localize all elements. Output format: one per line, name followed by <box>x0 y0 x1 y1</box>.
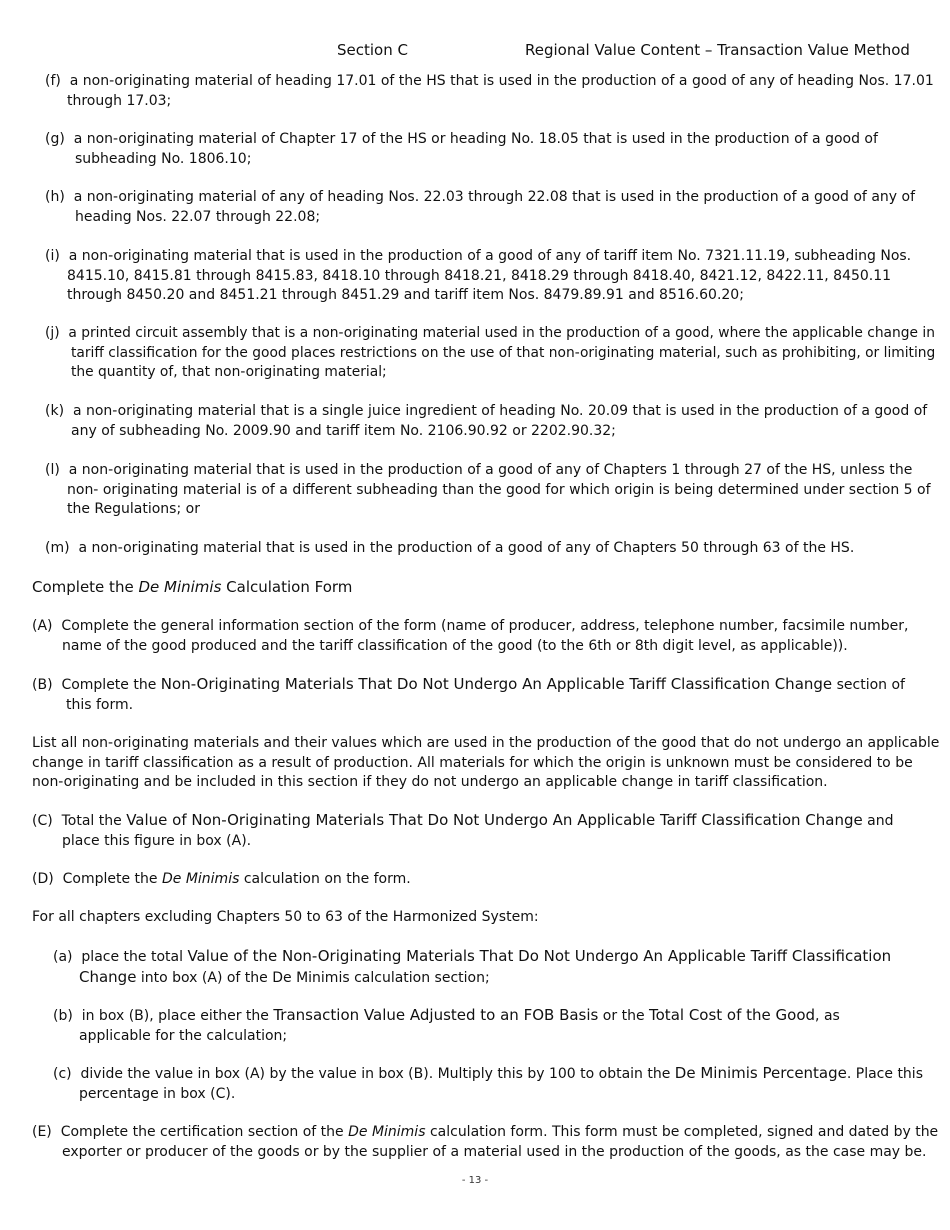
step-em: De Minimis <box>161 871 240 887</box>
step-text: this form. <box>66 696 134 713</box>
list-item-text: through 17.03; <box>67 92 172 109</box>
list-item-text: a printed circuit assembly that is a non-originating material used in the production of a good, where the applicable change in <box>68 325 935 341</box>
sub-step-label: (c) <box>53 1066 72 1082</box>
list-item-label: (l) <box>45 462 60 478</box>
step-A <box>32 617 908 656</box>
heading-pre: Complete the <box>32 578 139 596</box>
step-text: section of <box>832 677 905 693</box>
sub-step-text: place the total <box>81 949 188 965</box>
list-item-label: (j) <box>45 325 60 341</box>
list-item-label: (k) <box>45 403 65 419</box>
list-item-text: any of subheading No. 2009.90 and tariff item No. 2106.90.92 or 2202.90.32; <box>71 422 616 439</box>
sub-step-term: Change <box>79 967 137 986</box>
list-item-text: the Regulations; or <box>67 501 200 517</box>
step-text: place this figure in box (A). <box>62 832 252 849</box>
list-item-h <box>45 188 915 227</box>
sub-step-text: , as <box>815 1008 840 1024</box>
sub-step-term: Total Cost of the Good <box>649 1006 816 1024</box>
list-item-text: a non-originating material that is a single juice ingredient of heading No. 20.09 that is used in the production of a good of <box>72 403 928 419</box>
list-item-text: a non-originating material that is used in the production of a good of any of tariff item No. 7321.11.19, subheading Nos. <box>68 248 912 264</box>
sub-step-label: (a) <box>53 949 73 965</box>
step-text: name of the good produced and the tariff classification of the good (to the 6th or 8th digit level, as applicable)). <box>62 637 848 654</box>
step-em: De Minimis <box>348 1124 426 1140</box>
list-item-text: a non-originating material of Chapter 17 of the HS or heading No. 18.05 that is used in the production of a good of <box>73 131 878 147</box>
sub-step-text: applicable for the calculation; <box>79 1027 288 1044</box>
list-item-g <box>45 130 878 169</box>
list-item-label: (i) <box>45 248 60 264</box>
list-item-text: subheading No. 1806.10; <box>75 150 252 167</box>
step-text: Total the <box>61 813 127 829</box>
list-item-l <box>45 461 931 520</box>
sub-step-c <box>53 1064 923 1104</box>
sub-step-term: Value of the Non-Originating Materials That Do Not Undergo An Applicable Tariff Classification <box>187 947 892 965</box>
b-paragraph <box>32 734 939 793</box>
step-E <box>32 1123 938 1162</box>
step-text: Complete the certification section of the <box>60 1124 349 1140</box>
step-term: Value of Non-Originating Materials That Do Not Undergo An Applicable Tariff Classification Change <box>126 811 863 829</box>
intro-text: For all chapters excluding Chapters 50 to 63 of the Harmonized System: <box>32 909 539 925</box>
step-label: (D) <box>32 871 54 887</box>
header-title: Regional Value Content – Transaction Value Method <box>525 41 910 59</box>
page-number: - 13 - <box>461 1175 489 1186</box>
sub-step-text: divide the value in box (A) by the value in box (B). Multiply this by 100 to obtain the <box>80 1066 675 1082</box>
step-D <box>32 870 411 890</box>
step-text: and <box>862 813 894 829</box>
list-item-text: a non-originating material that is used in the production of a good of any of Chapters 50 through 63 of the HS. <box>78 540 855 556</box>
step-label: (E) <box>32 1124 52 1140</box>
step-text: Complete the <box>61 677 161 693</box>
step-text: Complete the <box>62 871 162 887</box>
step-term: Non-Originating Materials That Do Not Undergo An Applicable Tariff Classification Change <box>160 675 833 693</box>
sub-step-b <box>53 1006 840 1046</box>
list-item-text: non- originating material is of a different subheading than the good for which origin is being determined under section 5 of <box>67 481 931 498</box>
paragraph-line: List all non-originating materials and their values which are used in the production of the good that do not undergo an applicable <box>32 735 940 751</box>
step-text: exporter or producer of the goods or by the supplier of a material used in the production of the goods, as the case may be. <box>62 1143 927 1160</box>
list-item-text: tariff classification for the good places restrictions on the use of that non-originating material, such as prohibiting, or limiting <box>71 344 936 361</box>
sub-step-label: (b) <box>53 1008 73 1024</box>
section-heading <box>32 578 352 598</box>
sub-step-text: or the <box>598 1008 650 1024</box>
list-item-text: a non-originating material that is used in the production of a good of any of Chapters 1 through 27 of the HS, unless the <box>68 462 913 478</box>
step-label: (A) <box>32 618 53 634</box>
step-label: (B) <box>32 677 53 693</box>
list-item-text: a non-originating material of heading 17.01 of the HS that is used in the production of a good of any of heading Nos. 17.01 <box>69 73 934 89</box>
heading-em: De Minimis <box>138 578 222 596</box>
sub-step-text: percentage in box (C). <box>79 1085 236 1102</box>
list-item-text: a non-originating material of any of heading Nos. 22.03 through 22.08 that is used in the production of a good of any of <box>73 189 915 205</box>
list-item-j <box>45 324 935 383</box>
step-text: Complete the general information section of the form (name of producer, address, telephone number, facsimile number, <box>61 618 909 634</box>
list-item-text: heading Nos. 22.07 through 22.08; <box>75 208 321 225</box>
list-item-k <box>45 402 927 441</box>
list-item-f <box>45 72 934 111</box>
sub-step-term: Transaction Value Adjusted to an FOB Basis <box>273 1006 599 1024</box>
sub-step-text: into box (A) of the De Minimis calculation section; <box>136 969 490 986</box>
list-item-label: (h) <box>45 189 65 205</box>
step-text: calculation form. This form must be completed, signed and dated by the <box>425 1124 939 1140</box>
list-item-label: (m) <box>45 540 70 556</box>
sub-step-text: in box (B), place either the <box>81 1008 274 1024</box>
header-section: Section C <box>337 41 408 59</box>
list-item-text: the quantity of, that non-originating material; <box>71 364 387 380</box>
paragraph-line: change in tariff classification as a result of production. All materials for which the origin is unknown must be considered to be <box>32 754 913 771</box>
list-item-text: through 8450.20 and 8451.21 through 8451.29 and tariff item Nos. 8479.89.91 and 8516.60.20; <box>67 287 744 303</box>
step-label: (C) <box>32 813 53 829</box>
list-item-m <box>45 539 854 559</box>
sub-step-text: . Place this <box>846 1066 923 1082</box>
step-B <box>32 675 905 715</box>
list-item-label: (f) <box>45 73 61 89</box>
list-item-text: 8415.10, 8415.81 through 8415.83, 8418.10 through 8418.21, 8418.29 through 8418.40, 8421.12, 8422.11, 8450.11 <box>67 267 892 284</box>
sub-step-a <box>53 947 891 988</box>
step-C <box>32 811 894 851</box>
heading-post: Calculation Form <box>221 578 353 596</box>
list-item-i <box>45 247 911 306</box>
chapters-intro <box>32 908 539 928</box>
sub-step-term: De Minimis Percentage <box>674 1064 847 1082</box>
paragraph-line: non-originating and be included in this section if they do not undergo an applicable change in tariff classification. <box>32 774 828 790</box>
list-item-label: (g) <box>45 131 65 147</box>
step-text: calculation on the form. <box>239 871 411 887</box>
